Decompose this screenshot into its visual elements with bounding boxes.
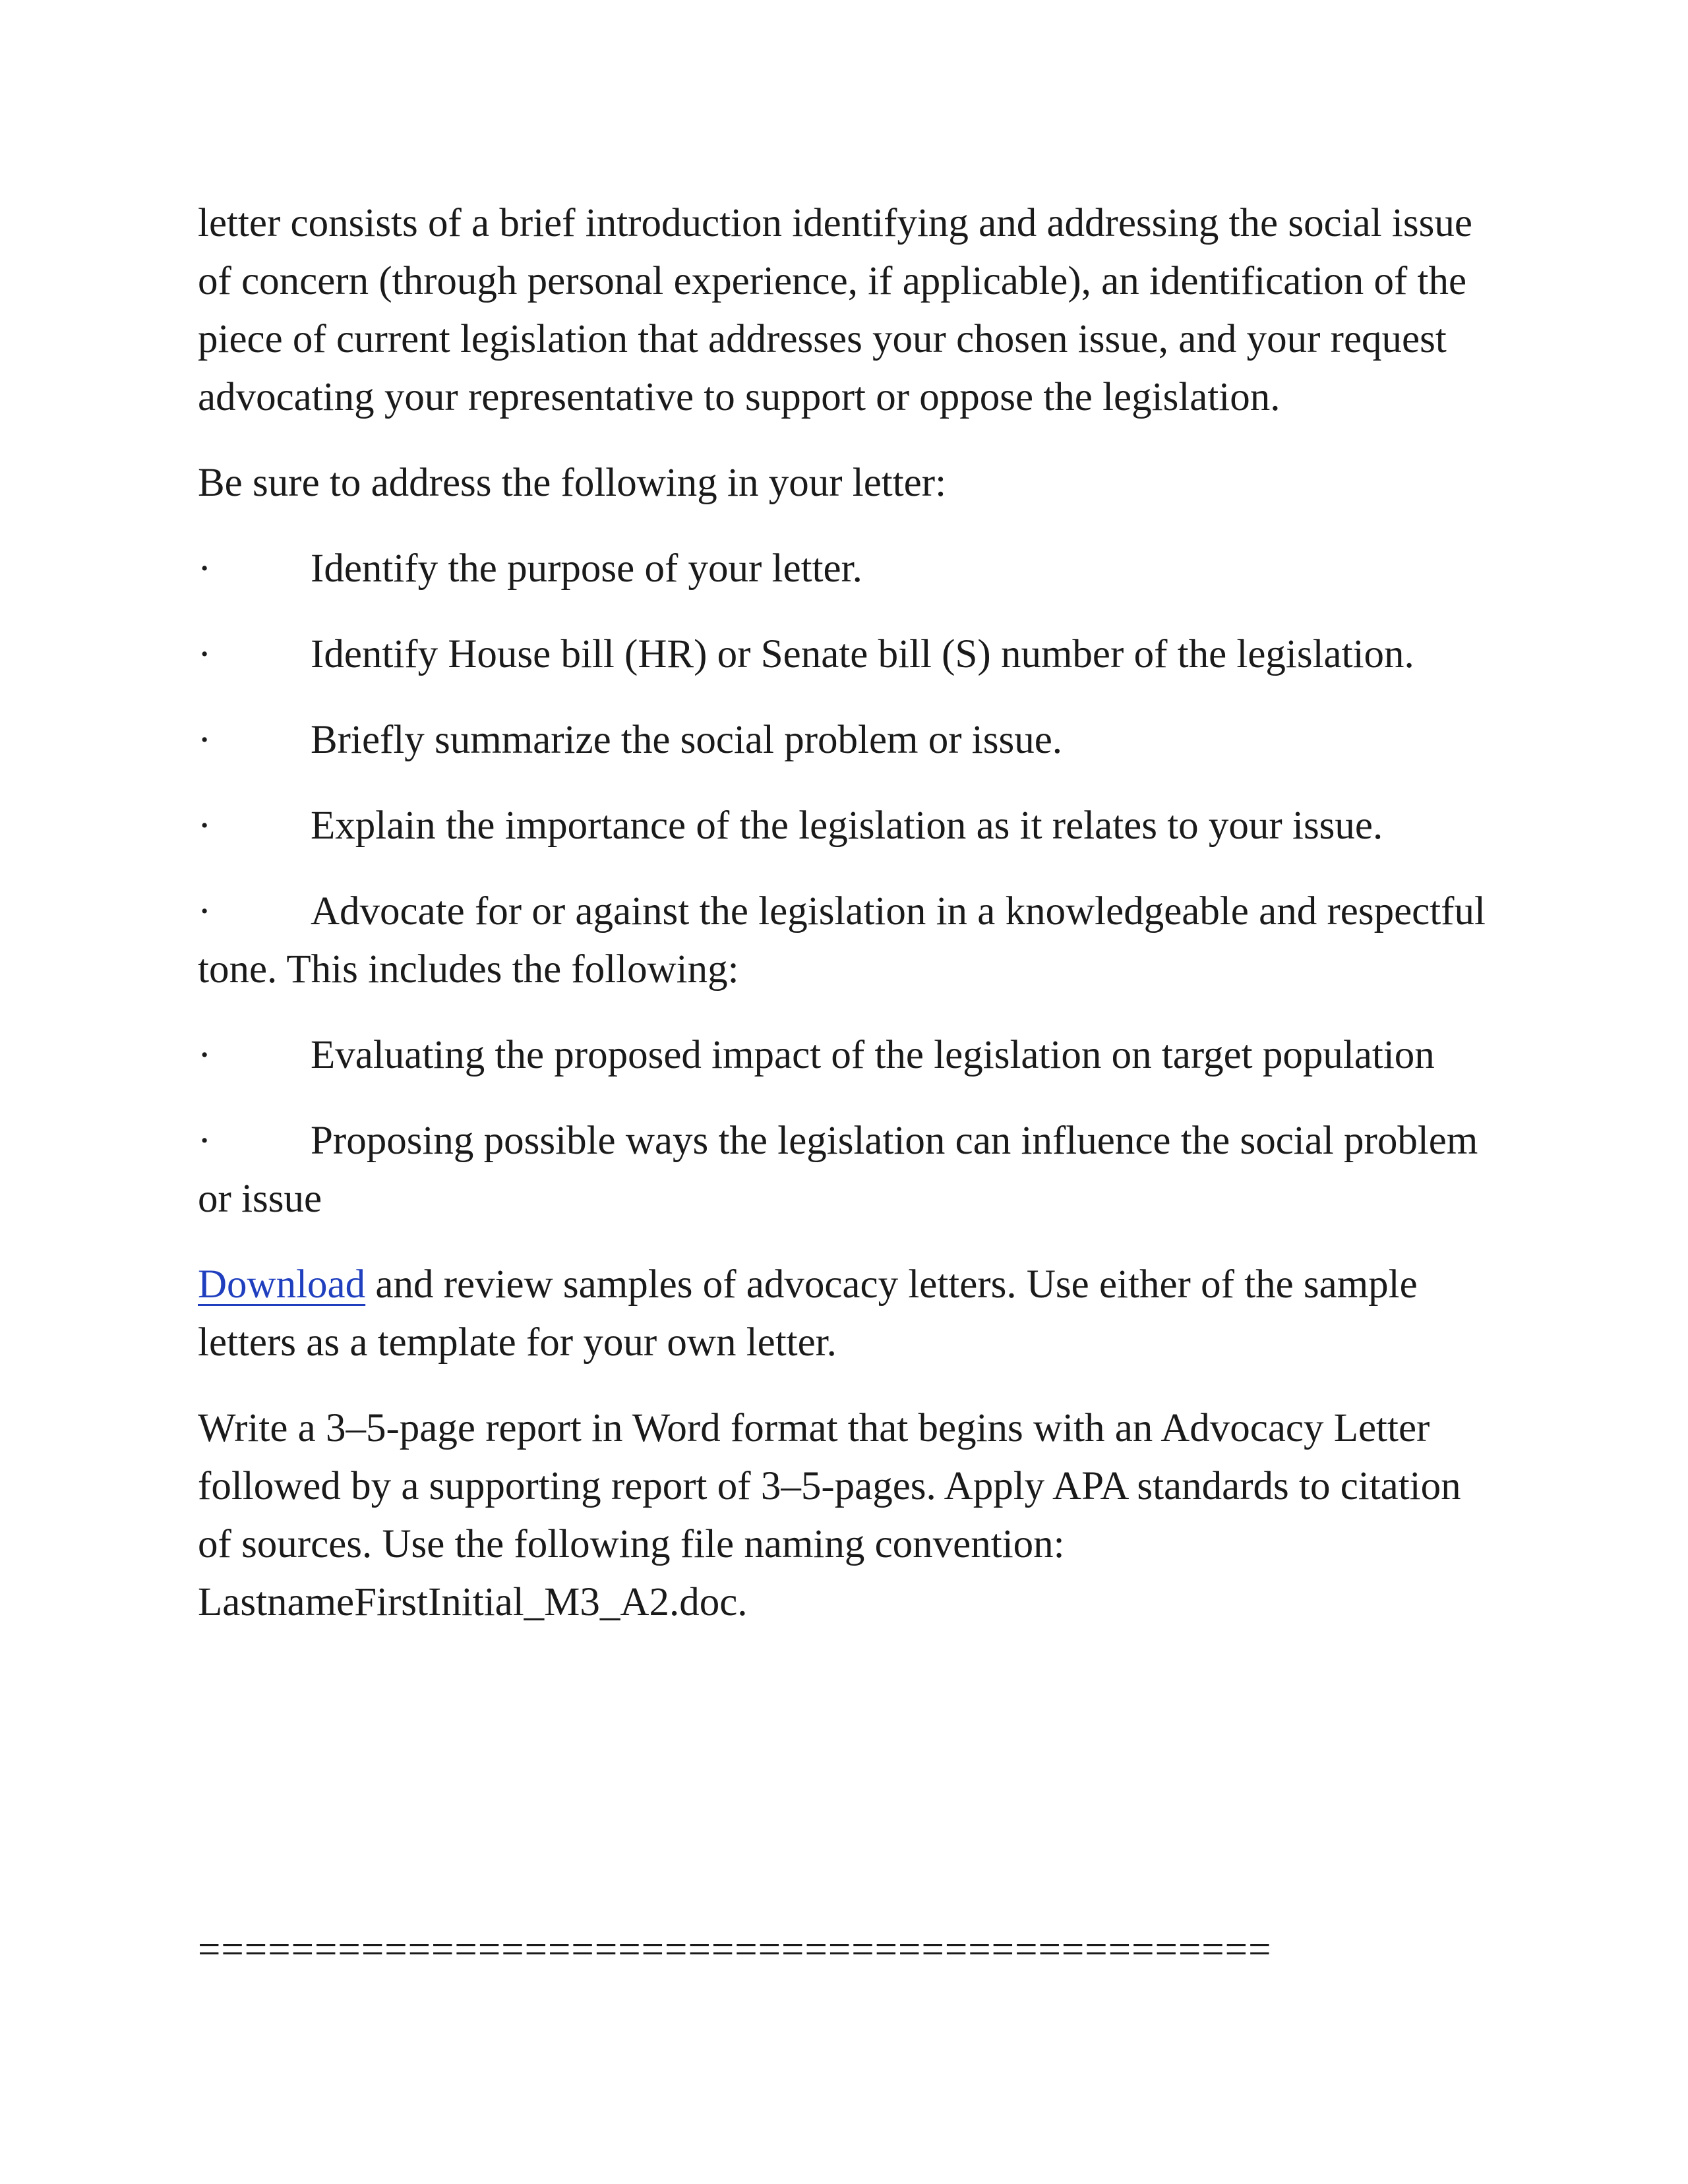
bullet-icon: · [198,632,212,676]
download-link[interactable]: Download [198,1262,366,1307]
bullet-icon: · [198,1119,212,1163]
list-item-text: Identify the purpose of your letter. [311,546,862,591]
report-paragraph: Write a 3–5-page report in Word format that begins with an Advocacy Letter followed by a supporting report of 3–5-pages. Apply APA standards to citation of sources. Use the following file naming convention: LastnameFirstInitial_M3_A2.doc. [198,1406,1461,1624]
download-paragraph [198,1256,1503,1372]
list-item [198,1112,1503,1228]
list-item [198,711,1503,769]
address-heading: Be sure to address the following in your letter: [198,461,947,505]
bullet-icon: · [198,889,212,933]
bullet-icon: · [198,804,212,848]
bullet-icon: · [198,1033,212,1077]
divider-line: ============================================== [198,1928,1272,1972]
intro-paragraph: letter consists of a brief introduction identifying and addressing the social issue of concern (through personal experience, if applicable), an identification of the piece of current legislation that addresses your chosen issue, and your request advocating your representative to support or oppose the legislation. [198,201,1472,419]
list-item-text: Proposing possible ways the legislation can influence the social problem or issue [198,1119,1478,1221]
list-item [198,626,1503,684]
download-paragraph-text: and review samples of advocacy letters. Use either of the sample letters as a template for your own letter. [198,1262,1418,1365]
list-item [198,797,1503,855]
list-item-text: Evaluating the proposed impact of the legislation on target population [311,1033,1435,1077]
requirements-list [198,540,1503,1228]
bullet-icon: · [198,718,212,762]
list-item-text: Identify House bill (HR) or Senate bill (S) number of the legislation. [311,632,1414,676]
bullet-icon: · [198,546,212,591]
list-item [198,883,1503,999]
list-item-text: Briefly summarize the social problem or issue. [311,718,1063,762]
list-item [198,540,1503,598]
document-body [198,194,1503,1659]
list-item-text: Explain the importance of the legislation as it relates to your issue. [311,804,1383,848]
list-item-text: Advocate for or against the legislation in a knowledgeable and respectful tone. This includes the following: [198,889,1486,991]
list-item [198,1026,1503,1084]
